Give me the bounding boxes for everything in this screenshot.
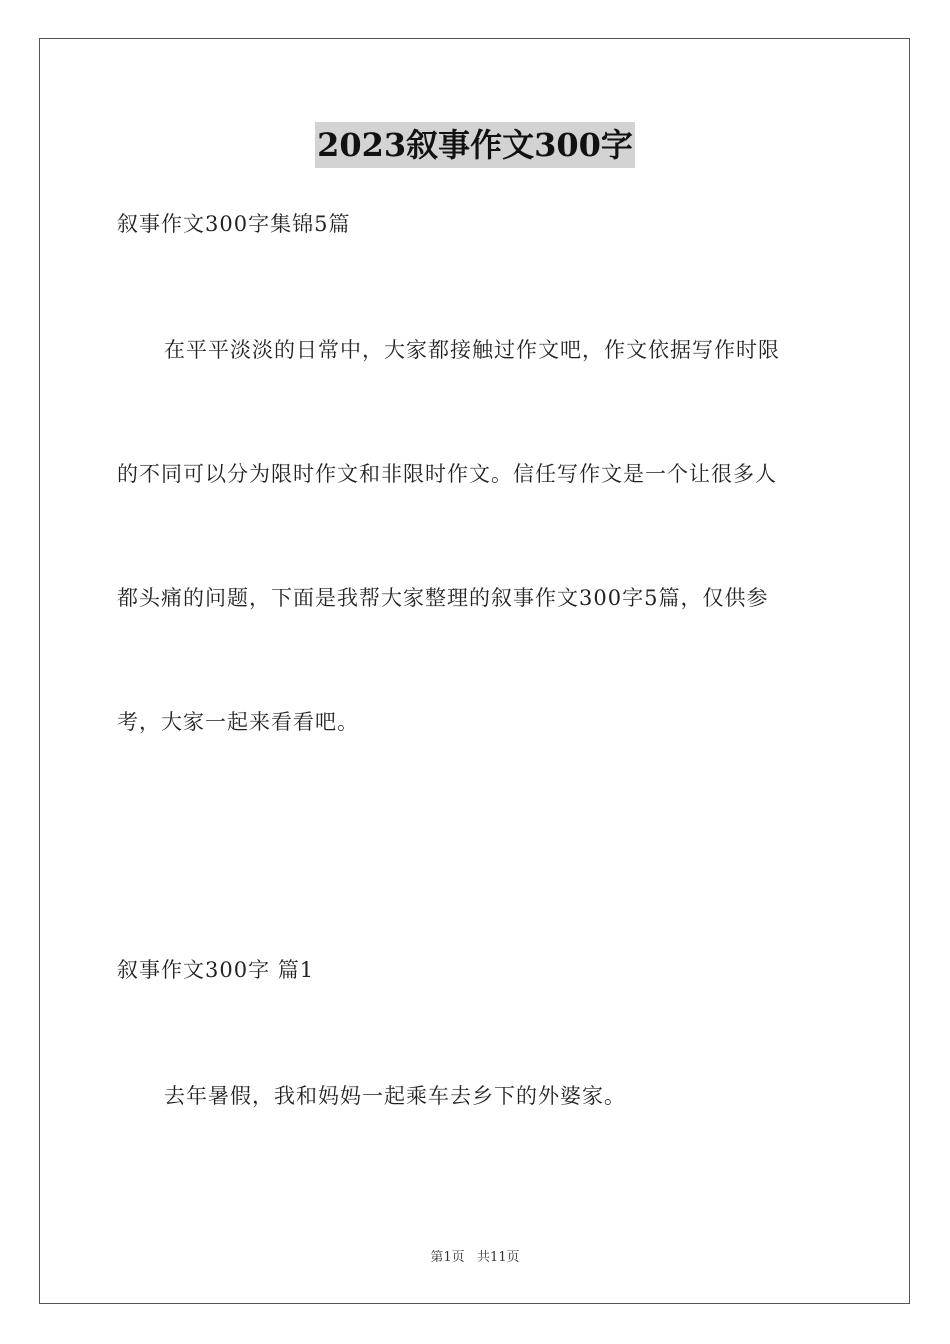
intro-line-4: 考，大家一起来看看吧。 xyxy=(117,710,359,734)
title-container xyxy=(0,122,950,168)
intro-line-3: 都头痛的问题，下面是我帮大家整理的叙事作文300字5篇，仅供参 xyxy=(117,586,769,610)
document-title: 2023叙事作文300字 xyxy=(315,122,635,168)
section-heading: 叙事作文300字 篇1 xyxy=(117,958,315,982)
intro-line-1: 在平平淡淡的日常中，大家都接触过作文吧，作文依据写作时限 xyxy=(164,338,780,362)
intro-line-2: 的不同可以分为限时作文和非限时作文。信任写作文是一个让很多人 xyxy=(117,462,777,486)
section-paragraph-line: 去年暑假，我和妈妈一起乘车去乡下的外婆家。 xyxy=(164,1084,626,1108)
page-footer: 第1页 共11页 xyxy=(430,1250,520,1265)
document-subtitle: 叙事作文300字集锦5篇 xyxy=(117,212,351,236)
